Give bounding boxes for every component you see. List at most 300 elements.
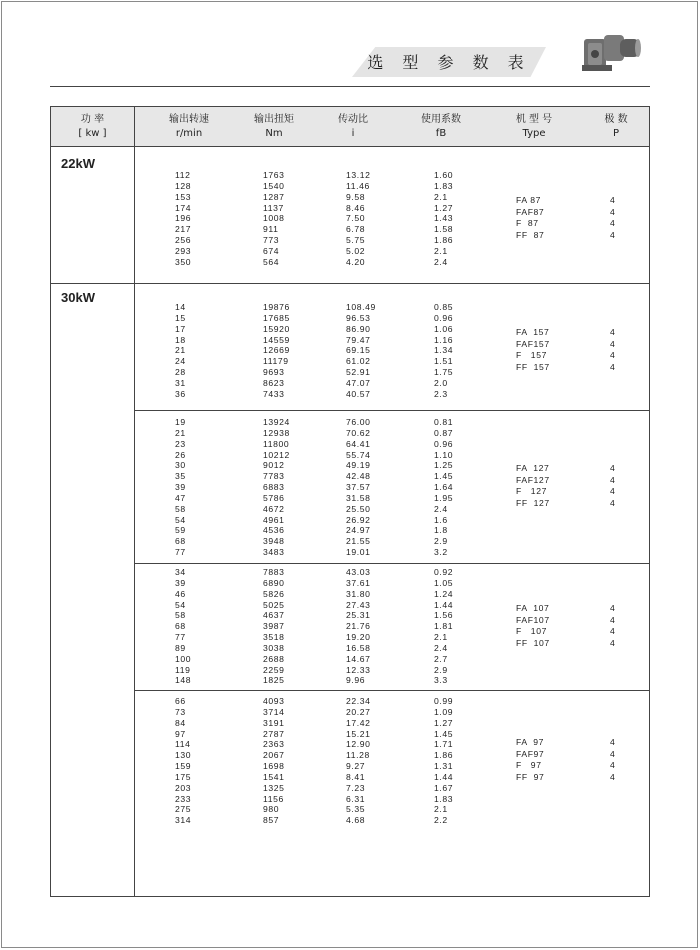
poles-cell: 4 [610,614,615,625]
poles-cell: 4 [610,206,615,217]
table-cell: 1.06 [434,323,454,334]
poles-cell: 4 [610,474,615,485]
table-cell: 12938 [263,427,290,438]
table-cell: 175 [175,771,192,782]
type-cell: F 157 [516,350,547,360]
poles-column [610,463,615,509]
ratio-column [346,696,371,826]
table-cell: 2.7 [434,653,448,664]
table-cell: 59 [175,525,186,536]
poles-cell: 4 [610,463,615,473]
poles-cell: 4 [610,327,615,337]
table-cell: 3714 [263,706,285,717]
table-cell: 96.53 [346,312,371,323]
type-cell: FAF107 [516,614,550,625]
gear-reducer-icon [580,25,642,79]
table-cell: 37.57 [346,482,371,493]
table-cell: 21.76 [346,621,371,632]
table-cell: 857 [263,815,280,826]
power-label: 22kW [61,156,95,171]
table-cell: 6.78 [346,224,366,235]
table-cell: 61.02 [346,356,371,367]
table-cell: 119 [175,664,191,675]
type-cell: FA 87 [516,195,541,205]
selection-table [50,106,650,897]
table-cell: 21 [175,427,186,438]
table-cell: 19876 [263,302,290,312]
type-cell: F 87 [516,218,539,228]
table-cell: 24.97 [346,525,371,536]
speed-column [175,696,191,826]
table-cell: 275 [175,804,192,815]
table-cell: 43.03 [346,567,371,577]
poles-cell: 4 [610,497,615,508]
table-cell: 35 [175,471,186,482]
table-cell: 11800 [263,438,290,449]
type-cell: FAF157 [516,338,550,349]
table-cell: 31.80 [346,588,371,599]
type-column [516,463,550,509]
table-cell: 9012 [263,460,285,471]
table-cell: 58 [175,610,186,621]
group-divider [134,563,649,564]
table-cell: 1763 [263,170,285,180]
table-cell: 47 [175,492,186,503]
poles-cell: 4 [610,771,615,782]
table-cell: 47.07 [346,377,371,388]
table-cell: 1.67 [434,782,454,793]
table-cell: 27.43 [346,599,371,610]
table-cell: 1.81 [434,621,454,632]
ratio-column [346,302,376,400]
table-cell: 11.28 [346,750,370,761]
table-cell: 2363 [263,739,285,750]
table-cell: 1.95 [434,492,454,503]
table-cell: 2.1 [434,632,448,643]
table-cell: 2.4 [434,503,448,514]
poles-cell: 4 [610,486,615,496]
table-cell: 42.48 [346,471,371,482]
table-cell: 36 [175,388,186,399]
table-cell: 3518 [263,632,285,643]
poles-cell: 4 [610,637,615,648]
table-cell: 68 [175,536,186,547]
poles-cell: 4 [610,218,615,228]
table-cell: 16.58 [346,642,371,653]
type-cell: FF 97 [516,771,545,782]
table-cell: 68 [175,621,186,632]
page-title: 选 型 参 数 表 [367,53,531,72]
factor-column [434,567,453,686]
table-cell: 4536 [263,525,285,536]
table-cell: 5.02 [346,245,366,256]
table-cell: 25.31 [346,610,371,621]
header-poles: 极 数 P [604,114,628,139]
table-cell: 2.1 [434,804,448,815]
table-cell: 24 [175,356,186,367]
table-cell: 350 [175,256,192,267]
torque-column [263,696,285,826]
factor-column [434,696,453,826]
poles-cell: 4 [610,350,615,360]
table-cell: 13.12 [346,170,371,180]
table-cell: 8623 [263,377,285,388]
type-cell: F 97 [516,760,542,770]
table-cell: 22.34 [346,696,371,706]
poles-column [610,737,615,783]
table-cell: 2.9 [434,536,448,547]
table-cell: 17 [175,323,186,334]
table-cell: 46 [175,588,186,599]
table-cell: 49.19 [346,460,371,471]
table-cell: 1325 [263,782,285,793]
header-service-factor: 使用系数 fB [421,114,461,139]
speed-column [175,417,186,558]
table-cell: 21 [175,345,186,356]
table-cell: 4.68 [346,815,366,826]
table-cell: 30 [175,460,186,471]
poles-cell: 4 [610,603,615,613]
type-cell: F 127 [516,486,547,496]
table-cell: 217 [175,224,192,235]
type-cell: FA 107 [516,603,550,613]
table-cell: 1.43 [434,213,454,224]
table-cell: 73 [175,706,186,717]
type-cell: FA 127 [516,463,550,473]
header-power: 功 率 [ kw ] [78,114,107,139]
table-cell: 1008 [263,213,285,224]
table-cell: 256 [175,235,192,246]
table-cell: 1.25 [434,460,454,471]
power-column-divider [134,107,135,896]
table-cell: 26 [175,449,186,460]
table-cell: 2067 [263,750,285,761]
type-cell: FA 97 [516,737,544,747]
table-cell: 5025 [263,599,285,610]
table-cell: 3948 [263,536,285,547]
table-cell: 20.27 [346,706,371,717]
table-cell: 9.96 [346,675,366,686]
table-cell: 3038 [263,642,285,653]
table-cell: 52.91 [346,367,371,378]
poles-column [610,327,615,373]
table-cell: 2259 [263,664,285,675]
table-cell: 34 [175,567,186,577]
speed-column [175,302,186,400]
table-cell: 1.71 [434,739,454,750]
table-cell: 9.27 [346,761,366,772]
table-cell: 13924 [263,417,290,427]
table-cell: 1.60 [434,170,454,180]
table-cell: 17.42 [346,717,371,728]
table-cell: 11179 [263,356,289,367]
table-cell: 77 [175,547,186,558]
table-cell: 54 [175,599,186,610]
table-cell: 39 [175,577,186,588]
table-cell: 0.96 [434,312,454,323]
table-cell: 70.62 [346,427,371,438]
table-cell: 1.45 [434,728,454,739]
poles-column [610,195,615,241]
table-cell: 293 [175,245,192,256]
table-cell: 1.44 [434,771,454,782]
ratio-column [346,170,371,268]
table-cell: 100 [175,653,192,664]
header-torque: 输出扭矩 Nm [254,114,294,139]
table-cell: 1.75 [434,367,454,378]
table-cell: 114 [175,739,191,750]
table-cell: 128 [175,180,192,191]
table-cell: 980 [263,804,280,815]
table-cell: 14559 [263,334,290,345]
table-cell: 3.2 [434,547,448,558]
poles-cell: 4 [610,626,615,636]
table-cell: 911 [263,224,279,235]
table-cell: 2.3 [434,388,448,399]
table-cell: 233 [175,793,192,804]
poles-cell: 4 [610,737,615,747]
table-cell: 31.58 [346,492,371,503]
table-cell: 7433 [263,388,285,399]
factor-column [434,302,453,400]
table-cell: 112 [175,170,191,180]
table-cell: 76.00 [346,417,371,427]
table-cell: 1.64 [434,482,454,493]
table-cell: 6.31 [346,793,366,804]
table-cell: 2.9 [434,664,448,675]
table-cell: 1.8 [434,525,448,536]
table-cell: 97 [175,728,186,739]
table-cell: 0.87 [434,427,454,438]
table-cell: 0.85 [434,302,454,312]
table-cell: 1.44 [434,599,454,610]
table-cell: 2.1 [434,245,448,256]
power-label: 30kW [61,290,95,305]
table-cell: 7883 [263,567,285,577]
table-cell: 1.58 [434,224,454,235]
type-cell: FA 157 [516,327,550,337]
table-cell: 26.92 [346,514,371,525]
table-cell: 6883 [263,482,285,493]
header-rule [50,86,650,87]
table-cell: 108.49 [346,302,376,312]
table-cell: 58 [175,503,186,514]
table-cell: 28 [175,367,186,378]
table-cell: 4961 [263,514,285,525]
torque-column [263,170,285,268]
table-cell: 54 [175,514,186,525]
table-cell: 40.57 [346,388,371,399]
table-cell: 9.58 [346,191,366,202]
table-cell: 0.99 [434,696,454,706]
table-cell: 2688 [263,653,285,664]
table-cell: 1.09 [434,706,454,717]
table-cell: 1.34 [434,345,454,356]
table-cell: 203 [175,782,192,793]
table-cell: 12669 [263,345,290,356]
table-cell: 1.31 [434,761,454,772]
table-cell: 1156 [263,793,284,804]
type-cell: FF 107 [516,637,550,648]
table-cell: 2.0 [434,377,448,388]
table-cell: 2787 [263,728,285,739]
table-cell: 17685 [263,312,290,323]
table-cell: 2.4 [434,256,448,267]
table-cell: 314 [175,815,192,826]
table-cell: 39 [175,482,186,493]
type-column [516,195,544,241]
table-cell: 1137 [263,202,284,213]
table-cell: 773 [263,235,280,246]
group-divider [134,690,649,691]
table-cell: 25.50 [346,503,371,514]
type-column [516,327,550,373]
table-cell: 7783 [263,471,285,482]
table-cell: 1.51 [434,356,454,367]
type-column [516,603,550,649]
torque-column [263,567,285,686]
table-cell: 153 [175,191,192,202]
table-cell: 1.6 [434,514,448,525]
table-cell: 79.47 [346,334,371,345]
table-cell: 11.46 [346,180,370,191]
table-cell: 1.27 [434,717,454,728]
table-cell: 674 [263,245,280,256]
table-cell: 23 [175,438,186,449]
poles-cell: 4 [610,748,615,759]
poles-column [610,603,615,649]
table-cell: 15920 [263,323,290,334]
table-cell: 9693 [263,367,285,378]
factor-column [434,417,453,558]
table-cell: 6890 [263,577,285,588]
table-cell: 5786 [263,492,285,503]
table-cell: 7.23 [346,782,366,793]
table-cell: 159 [175,761,192,772]
table-cell: 0.96 [434,438,454,449]
poles-cell: 4 [610,195,615,205]
table-cell: 4672 [263,503,285,514]
table-cell: 21.55 [346,536,371,547]
table-cell: 148 [175,675,192,686]
table-cell: 8.46 [346,202,366,213]
section-divider [51,283,649,284]
speed-column [175,170,191,268]
table-cell: 1.56 [434,610,454,621]
table-cell: 1.83 [434,793,454,804]
type-cell: FAF87 [516,206,545,217]
table-cell: 15 [175,312,186,323]
table-cell: 89 [175,642,186,653]
type-column [516,737,544,783]
table-cell: 196 [175,213,192,224]
table-cell: 5826 [263,588,285,599]
ratio-column [346,417,371,558]
table-cell: 4093 [263,696,285,706]
table-cell: 4.20 [346,256,366,267]
table-cell: 564 [263,256,280,267]
header-type: 机 型 号 Type [515,114,553,139]
table-cell: 3483 [263,547,285,558]
table-cell: 2.1 [434,191,448,202]
table-cell: 1.05 [434,577,454,588]
table-cell: 3191 [263,717,285,728]
table-cell: 1.86 [434,235,454,246]
table-cell: 1.10 [434,449,454,460]
table-cell: 0.92 [434,567,454,577]
table-cell: 3987 [263,621,285,632]
table-cell: 77 [175,632,186,643]
table-cell: 69.15 [346,345,371,356]
poles-cell: 4 [610,229,615,240]
header-speed: 输出转速 r/min [169,114,209,139]
poles-cell: 4 [610,361,615,372]
table-cell: 1541 [263,771,285,782]
header-ratio: 传动比 i [338,114,368,139]
torque-column [263,417,290,558]
table-cell: 1.16 [434,334,454,345]
type-cell: F 107 [516,626,547,636]
table-cell: 12.90 [346,739,371,750]
table-cell: 1.27 [434,202,454,213]
poles-cell: 4 [610,338,615,349]
table-cell: 1.24 [434,588,454,599]
table-cell: 0.81 [434,417,454,427]
speed-column [175,567,191,686]
table-cell: 15.21 [346,728,371,739]
table-cell: 37.61 [346,577,371,588]
ratio-column [346,567,371,686]
table-cell: 18 [175,334,186,345]
table-cell: 1.83 [434,180,454,191]
torque-column [263,302,290,400]
table-cell: 3.3 [434,675,448,686]
table-cell: 14 [175,302,186,312]
type-cell: FAF127 [516,474,550,485]
type-cell: FF 157 [516,361,550,372]
table-cell: 1287 [263,191,285,202]
table-cell: 1.45 [434,471,454,482]
type-cell: FF 87 [516,229,545,240]
group-divider [134,410,649,411]
table-cell: 2.4 [434,642,448,653]
type-cell: FAF97 [516,748,545,759]
table-cell: 19.01 [346,547,371,558]
factor-column [434,170,453,268]
table-cell: 8.41 [346,771,366,782]
table-cell: 84 [175,717,186,728]
table-cell: 5.75 [346,235,366,246]
table-cell: 19 [175,417,186,427]
table-cell: 1698 [263,761,285,772]
table-cell: 7.50 [346,213,366,224]
table-cell: 19.20 [346,632,371,643]
table-cell: 12.33 [346,664,371,675]
table-cell: 55.74 [346,449,371,460]
table-cell: 14.67 [346,653,371,664]
table-header [51,107,649,147]
table-cell: 5.35 [346,804,366,815]
table-cell: 2.2 [434,815,448,826]
table-cell: 64.41 [346,438,371,449]
table-cell: 10212 [263,449,290,460]
table-cell: 4637 [263,610,285,621]
table-cell: 86.90 [346,323,371,334]
table-cell: 130 [175,750,192,761]
type-cell: FF 127 [516,497,550,508]
table-cell: 66 [175,696,186,706]
table-cell: 1825 [263,675,285,686]
